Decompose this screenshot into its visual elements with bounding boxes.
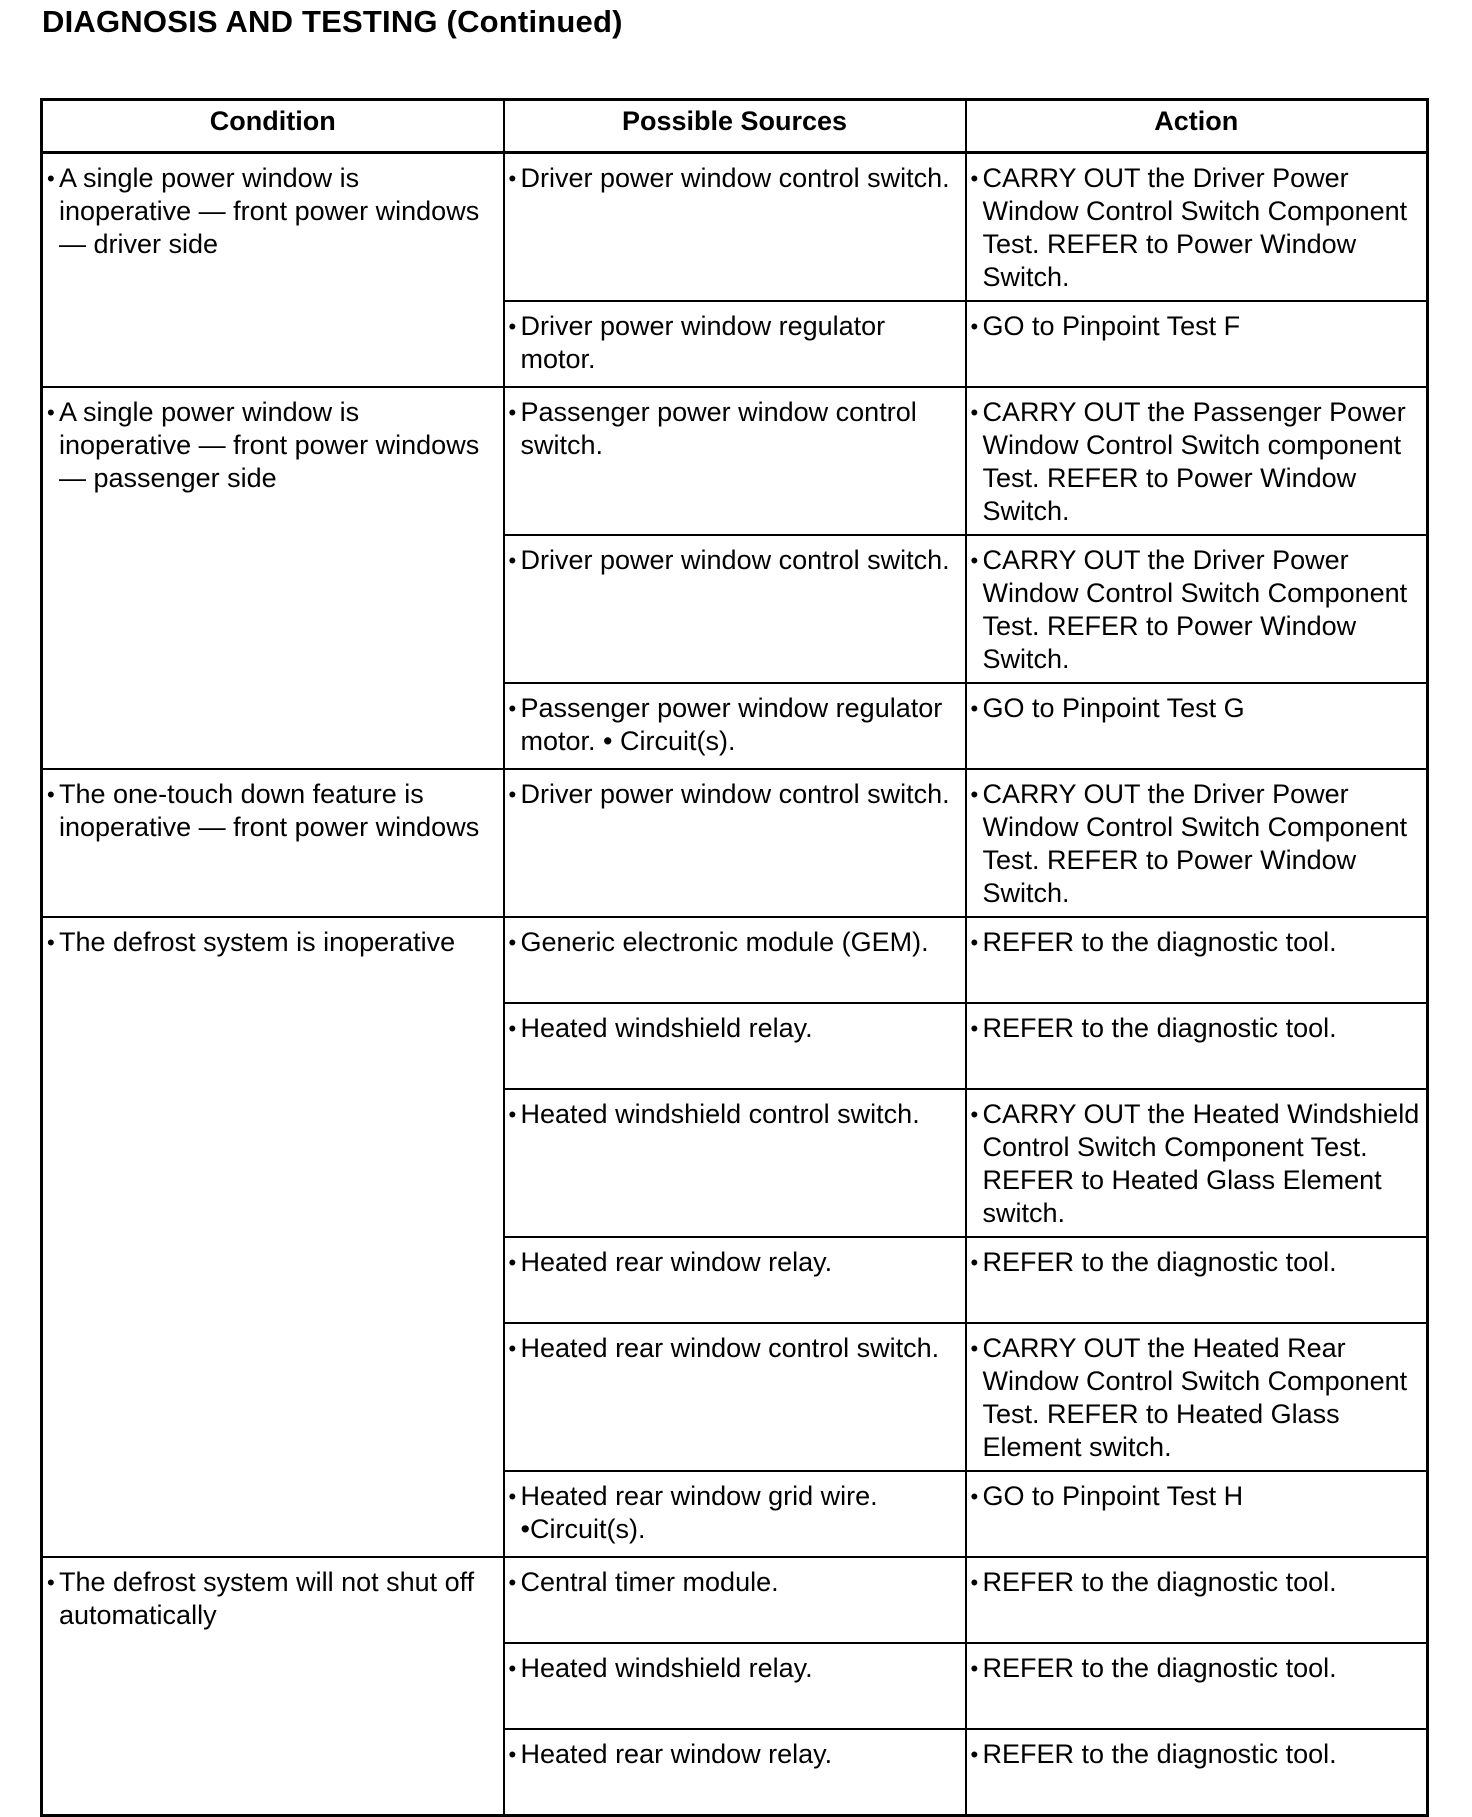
bullet-icon: • <box>970 1250 979 1275</box>
action-text: CARRY OUT the Driver Power Window Control Switch Component Test. REFER to Power Window Switch. <box>982 545 1408 674</box>
bullet-icon: • <box>970 400 979 425</box>
source-text: Heated windshield relay. <box>520 1653 813 1683</box>
source-text: Central timer module. <box>520 1567 779 1597</box>
action-cell <box>966 1557 1428 1643</box>
source-cell <box>504 1643 966 1729</box>
bullet-icon: • <box>970 1102 979 1127</box>
source-cell <box>504 301 966 387</box>
bullet-icon: • <box>508 166 517 191</box>
bullet-icon: • <box>970 1742 979 1767</box>
bullet-icon: • <box>508 548 517 573</box>
bullet-icon: • <box>970 548 979 573</box>
bullet-icon: • <box>508 1570 517 1595</box>
action-cell <box>966 1643 1428 1729</box>
action-cell <box>966 1089 1428 1237</box>
table-row <box>42 153 1428 302</box>
action-text: GO to Pinpoint Test F <box>982 311 1241 341</box>
bullet-icon: • <box>47 166 55 191</box>
action-text: CARRY OUT the Heated Windshield Control Switch Component Test. REFER to Heated Glass Element switch. <box>982 1099 1420 1228</box>
action-cell <box>966 535 1428 683</box>
action-cell <box>966 1323 1428 1471</box>
bullet-icon: • <box>508 1250 517 1275</box>
bullet-icon: • <box>508 400 517 425</box>
column-header-sources: Possible Sources <box>504 100 966 153</box>
bullet-icon: • <box>47 782 55 807</box>
diagnosis-table <box>40 98 1429 1817</box>
action-text: CARRY OUT the Driver Power Window Control Switch Component Test. REFER to Power Window Switch. <box>982 163 1408 292</box>
bullet-icon: • <box>508 696 517 721</box>
action-cell <box>966 1471 1428 1557</box>
source-cell <box>504 683 966 769</box>
action-text: GO to Pinpoint Test G <box>982 693 1245 723</box>
condition-cell <box>42 153 504 388</box>
source-text: Heated rear window grid wire. •Circuit(s). <box>520 1481 878 1544</box>
source-cell <box>504 1471 966 1557</box>
page-title: DIAGNOSIS AND TESTING (Continued) <box>42 4 623 39</box>
source-text: Heated rear window relay. <box>520 1247 833 1277</box>
bullet-icon: • <box>508 1656 517 1681</box>
source-cell <box>504 1237 966 1323</box>
source-text: Heated rear window relay. <box>520 1739 833 1769</box>
bullet-icon: • <box>970 314 979 339</box>
bullet-icon: • <box>970 1016 979 1041</box>
action-text: REFER to the diagnostic tool. <box>982 1739 1337 1769</box>
source-cell <box>504 1729 966 1816</box>
action-text: REFER to the diagnostic tool. <box>982 1013 1337 1043</box>
action-text: REFER to the diagnostic tool. <box>982 927 1337 957</box>
table-row <box>42 387 1428 535</box>
source-cell <box>504 535 966 683</box>
source-cell <box>504 917 966 1003</box>
table-row <box>42 917 1428 1003</box>
bullet-icon: • <box>508 1336 517 1361</box>
table-row <box>42 1557 1428 1643</box>
bullet-icon: • <box>47 1570 55 1595</box>
action-cell <box>966 153 1428 302</box>
bullet-icon: • <box>970 696 979 721</box>
source-text: Passenger power window regulator motor. • Circuit(s). <box>520 693 943 756</box>
source-cell <box>504 387 966 535</box>
source-cell <box>504 1003 966 1089</box>
table-row <box>42 769 1428 917</box>
action-cell <box>966 1003 1428 1089</box>
action-text: GO to Pinpoint Test H <box>982 1481 1244 1511</box>
source-text: Driver power window control switch. <box>520 163 950 193</box>
bullet-icon: • <box>970 782 979 807</box>
action-text: CARRY OUT the Driver Power Window Control Switch Component Test. REFER to Power Window Switch. <box>982 779 1408 908</box>
condition-text: A single power window is inoperative — front power windows — passenger side <box>59 397 480 493</box>
condition-cell <box>42 917 504 1557</box>
condition-cell <box>42 769 504 917</box>
action-text: CARRY OUT the Passenger Power Window Control Switch component Test. REFER to Power Window Switch. <box>982 397 1406 526</box>
source-cell <box>504 769 966 917</box>
action-cell <box>966 1729 1428 1816</box>
action-cell <box>966 769 1428 917</box>
action-text: REFER to the diagnostic tool. <box>982 1653 1337 1683</box>
action-cell <box>966 917 1428 1003</box>
bullet-icon: • <box>508 1742 517 1767</box>
source-text: Heated windshield control switch. <box>520 1099 920 1129</box>
action-cell <box>966 387 1428 535</box>
bullet-icon: • <box>970 1570 979 1595</box>
table-body <box>42 153 1428 1816</box>
source-text: Generic electronic module (GEM). <box>520 927 929 957</box>
action-text: REFER to the diagnostic tool. <box>982 1247 1337 1277</box>
action-cell <box>966 1237 1428 1323</box>
bullet-icon: • <box>508 1102 517 1127</box>
condition-text: The one-touch down feature is inoperative — front power windows <box>59 779 480 842</box>
condition-cell <box>42 387 504 769</box>
bullet-icon: • <box>47 400 55 425</box>
source-cell <box>504 1557 966 1643</box>
bullet-icon: • <box>508 1016 517 1041</box>
bullet-icon: • <box>970 1656 979 1681</box>
bullet-icon: • <box>508 930 517 955</box>
bullet-icon: • <box>970 1484 979 1509</box>
condition-cell <box>42 1557 504 1816</box>
action-cell <box>966 683 1428 769</box>
source-text: Heated rear window control switch. <box>520 1333 940 1363</box>
condition-text: The defrost system is inoperative <box>59 927 456 957</box>
source-text: Driver power window regulator motor. <box>520 311 886 374</box>
action-cell <box>966 301 1428 387</box>
bullet-icon: • <box>508 782 517 807</box>
bullet-icon: • <box>970 930 979 955</box>
source-text: Driver power window control switch. <box>520 779 950 809</box>
source-text: Heated windshield relay. <box>520 1013 813 1043</box>
source-cell <box>504 1323 966 1471</box>
condition-text: The defrost system will not shut off automatically <box>59 1567 475 1630</box>
bullet-icon: • <box>970 166 979 191</box>
source-cell <box>504 1089 966 1237</box>
source-text: Driver power window control switch. <box>520 545 950 575</box>
bullet-icon: • <box>508 1484 517 1509</box>
bullet-icon: • <box>508 314 517 339</box>
source-text: Passenger power window control switch. <box>520 397 917 460</box>
action-text: CARRY OUT the Heated Rear Window Control Switch Component Test. REFER to Heated Glass Element switch. <box>982 1333 1408 1462</box>
table-header-row <box>42 100 1428 153</box>
column-header-condition: Condition <box>42 100 504 153</box>
action-text: REFER to the diagnostic tool. <box>982 1567 1337 1597</box>
bullet-icon: • <box>47 930 55 955</box>
condition-text: A single power window is inoperative — front power windows — driver side <box>59 163 480 259</box>
bullet-icon: • <box>970 1336 979 1361</box>
source-cell <box>504 153 966 302</box>
column-header-action: Action <box>966 100 1428 153</box>
